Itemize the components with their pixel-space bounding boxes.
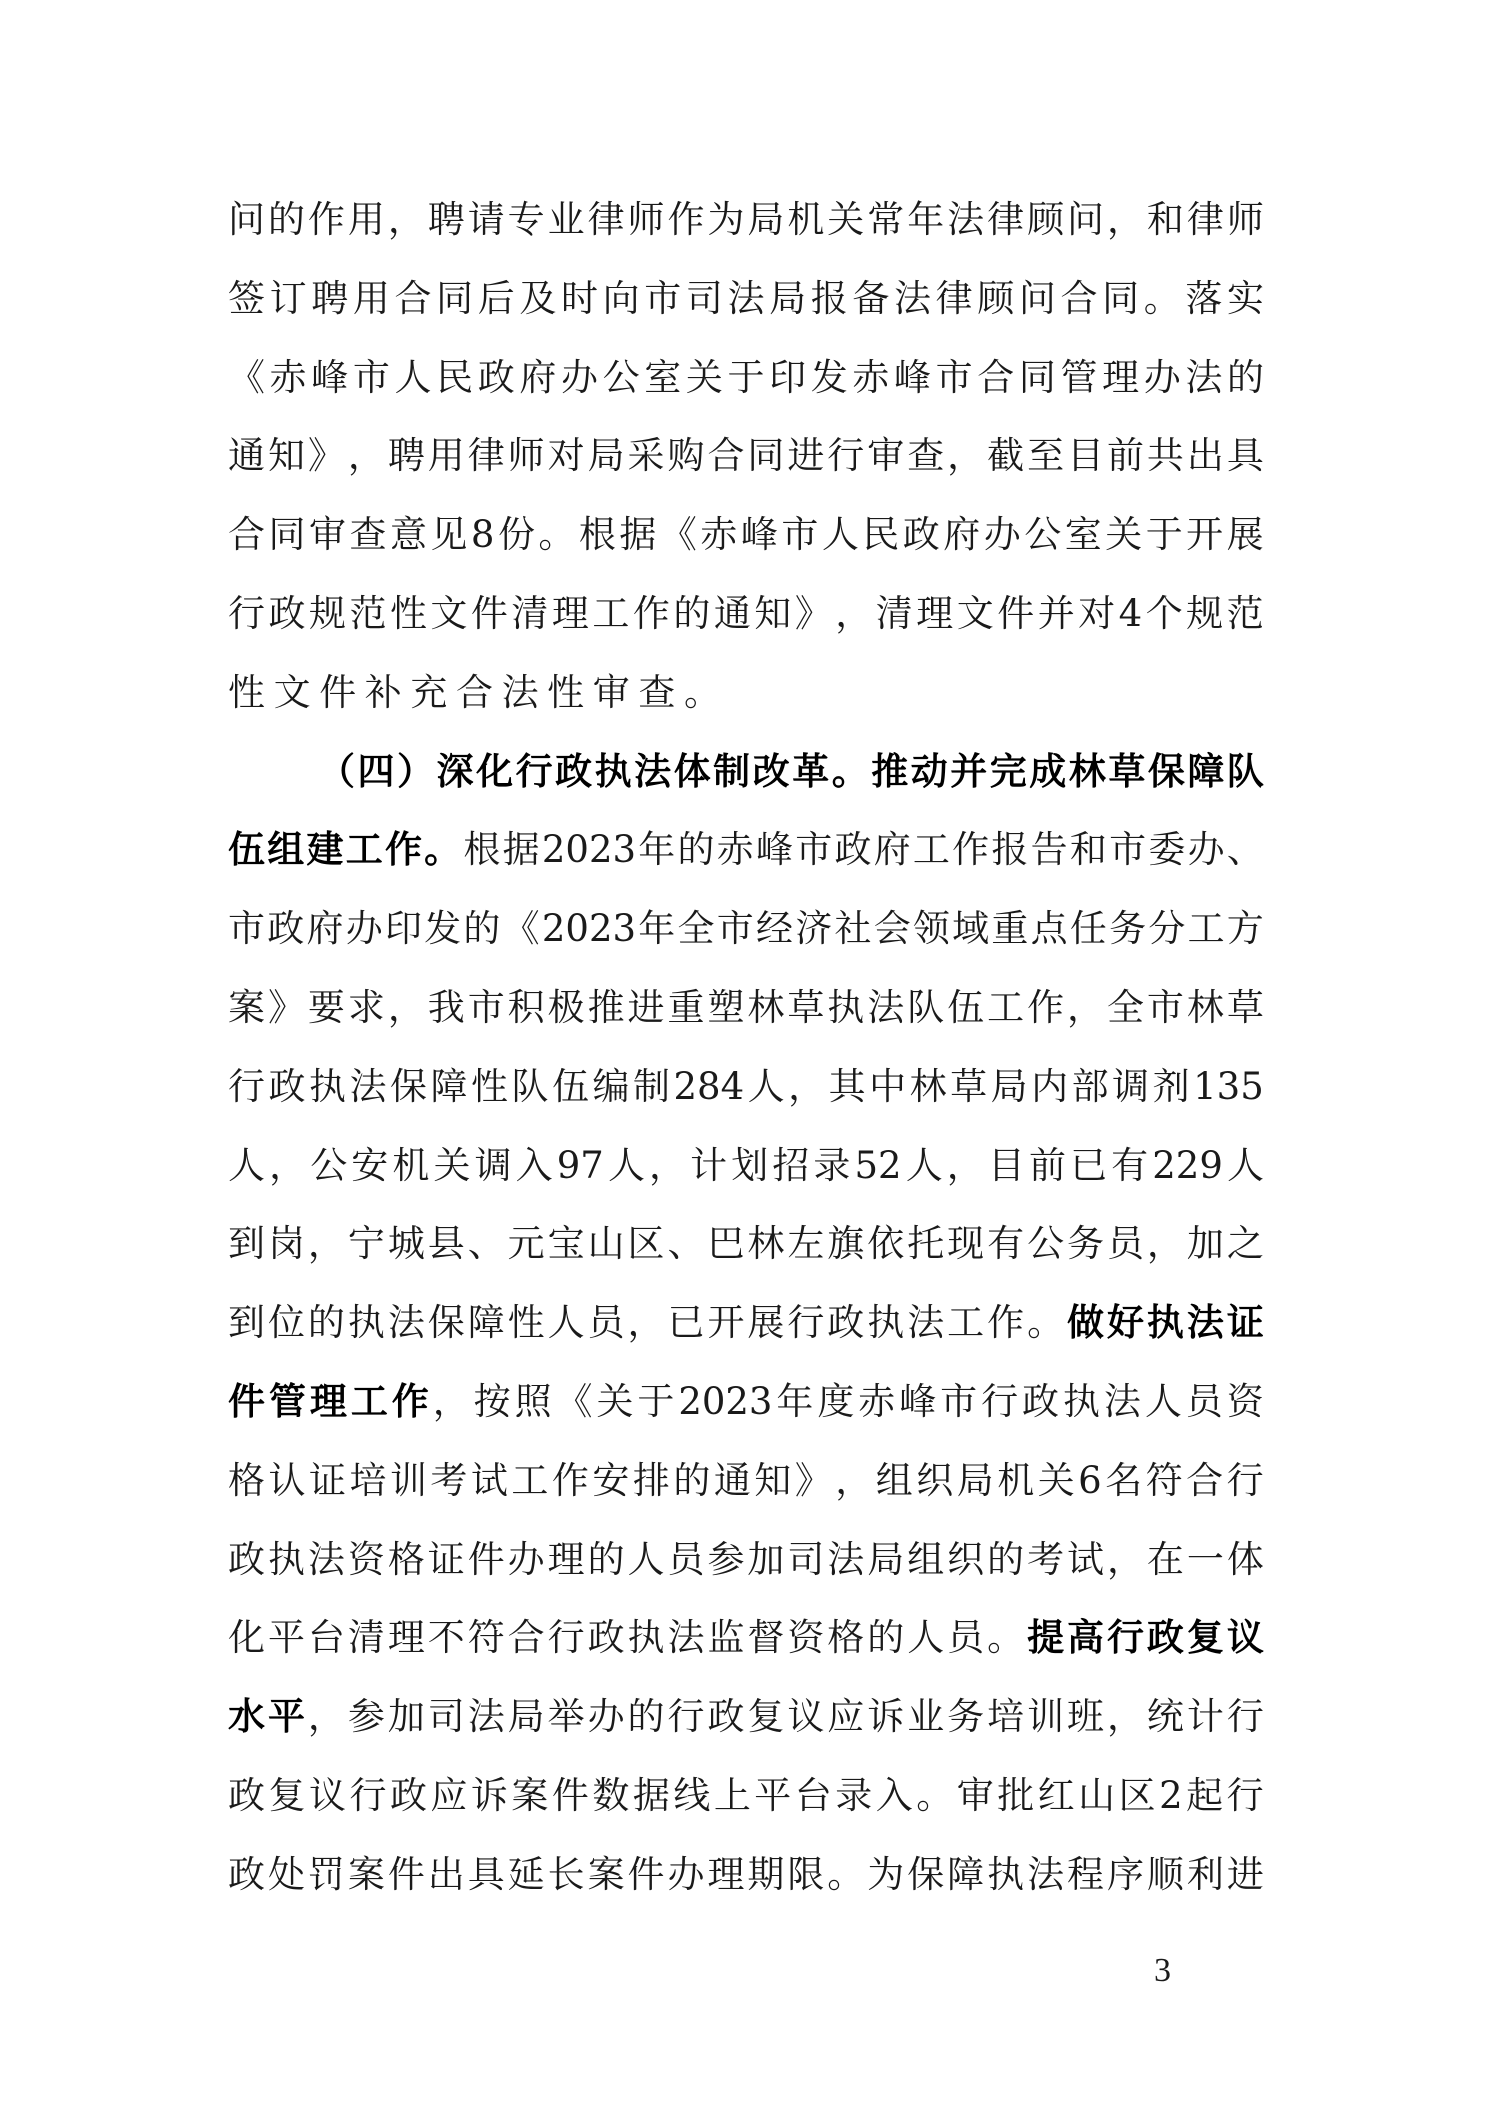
- text-line: （ 四 ） 深 化 行 政 执 法 体 制 改 革 。 推 动 并 完 成 林 草 保 障 队: [318, 749, 1264, 793]
- text-line: 件 管 理 工 作 ， 按 照 《 关 于 2023 年 度 赤 峰 市 行 政 执 法 人 员 资: [228, 1379, 1264, 1423]
- text-line: 格 认 证 培 训 考 试 工 作 安 排 的 通 知 》 ， 组 织 局 机 关 6 名 符 合 行: [228, 1458, 1264, 1502]
- text-line: 化 平 台 清 理 不 符 合 行 政 执 法 监 督 资 格 的 人 员 。 提 高 行 政 复 议: [228, 1616, 1264, 1660]
- text-line: 合 同 审 查 意 见 8 份 。 根 据 《 赤 峰 市 人 民 政 府 办 公 室 关 于 开 展: [228, 513, 1264, 557]
- text-line: 行 政 规 范 性 文 件 清 理 工 作 的 通 知 》 ， 清 理 文 件 并 对 4 个 规 范: [228, 591, 1264, 635]
- text-line: 到 岗 ， 宁 城 县 、 元 宝 山 区 、 巴 林 左 旗 依 托 现 有 公 务 员 ， 加 之: [228, 1222, 1264, 1266]
- text-line: 政 执 法 资 格 证 件 办 理 的 人 员 参 加 司 法 局 组 织 的 考 试 ， 在 一 体: [228, 1537, 1264, 1581]
- text-line: 通 知 》 ， 聘 用 律 师 对 局 采 购 合 同 进 行 审 查 ， 截 至 目 前 共 出 具: [228, 434, 1264, 478]
- text-line: 伍 组 建 工 作 。 根 据 2023 年 的 赤 峰 市 政 府 工 作 报 告 和 市 委 办 、: [228, 828, 1264, 872]
- text-line: 水 平 ， 参 加 司 法 局 举 办 的 行 政 复 议 应 诉 业 务 培 训 班 ， 统 计 行: [228, 1695, 1264, 1739]
- text-line: 人 ， 公 安 机 关 调 入 97 人 ， 计 划 招 录 52 人 ， 目 前 已 有 229 人: [228, 1143, 1264, 1187]
- text-line: 《 赤 峰 市 人 民 政 府 办 公 室 关 于 印 发 赤 峰 市 合 同 管 理 办 法 的: [228, 355, 1264, 399]
- text-line: 政 复 议 行 政 应 诉 案 件 数 据 线 上 平 台 录 入 。 审 批 红 山 区 2 起 行: [228, 1773, 1264, 1817]
- document-body: [228, 192, 1264, 1926]
- text-line: 性 文 件 补 充 合 法 性 审 查 。: [228, 670, 721, 714]
- text-line: 案 》 要 求 ， 我 市 积 极 推 进 重 塑 林 草 执 法 队 伍 工 作 ， 全 市 林 草: [228, 985, 1264, 1029]
- text-line: 政 处 罚 案 件 出 具 延 长 案 件 办 理 期 限 。 为 保 障 执 法 程 序 顺 利 进: [228, 1852, 1264, 1896]
- text-line: 问 的 作 用 ， 聘 请 专 业 律 师 作 为 局 机 关 常 年 法 律 顾 问 ， 和 律 师: [228, 198, 1264, 241]
- text-line: 行 政 执 法 保 障 性 队 伍 编 制 284 人 ， 其 中 林 草 局 内 部 调 剂 135: [228, 1064, 1264, 1108]
- page-number: 3: [1154, 1952, 1171, 1989]
- text-line: 签 订 聘 用 合 同 后 及 时 向 市 司 法 局 报 备 法 律 顾 问 合 同 。 落 实: [228, 276, 1264, 320]
- text-line: 市 政 府 办 印 发 的 《 2023 年 全 市 经 济 社 会 领 域 重 点 任 务 分 工 方: [228, 907, 1264, 951]
- text-line: 到 位 的 执 法 保 障 性 人 员 ， 已 开 展 行 政 执 法 工 作 。 做 好 执 法 证: [228, 1301, 1264, 1345]
